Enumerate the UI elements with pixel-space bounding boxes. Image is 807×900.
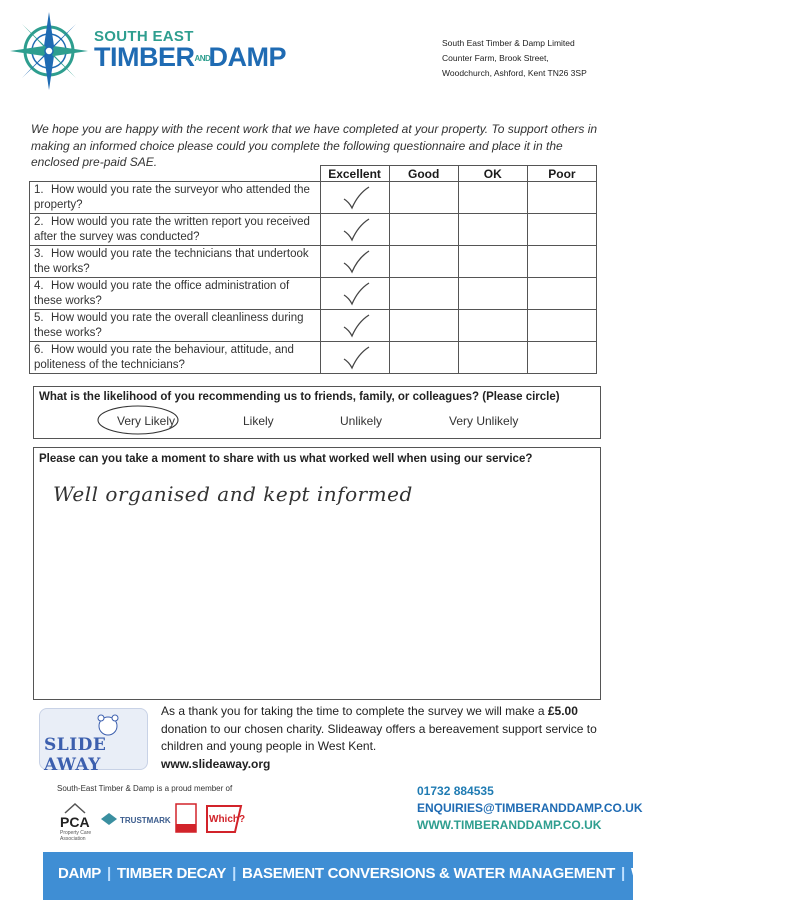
question-text: How would you rate the office administration of these works?	[34, 279, 290, 307]
footer-item-wood-boring: WOOD BORING INSECTS	[630, 865, 807, 882]
contact-block	[417, 783, 643, 834]
option-very-unlikely[interactable]: Very Unlikely	[449, 414, 519, 428]
trustmark-logo	[100, 802, 171, 838]
rating-cell-ok[interactable]	[458, 310, 527, 342]
slideaway-logo-text: SLIDE AWAY	[44, 735, 107, 775]
brand-tagline: SOUTH EAST	[94, 28, 194, 45]
rating-cell-ok[interactable]	[458, 246, 527, 278]
rating-cell-poor[interactable]	[527, 310, 596, 342]
rating-cell-good[interactable]	[389, 214, 458, 246]
footer-separator: |	[621, 865, 625, 882]
rating-cell-poor[interactable]	[527, 278, 596, 310]
footer-item-basement: BASEMENT CONVERSIONS & WATER MANAGEMENT	[241, 865, 616, 882]
rating-cell-poor[interactable]	[527, 182, 596, 214]
option-very-likely[interactable]: Very Likely	[117, 414, 176, 428]
which-logo	[205, 802, 246, 838]
donation-amount: £5.00	[547, 704, 578, 718]
question-number: 1.	[34, 183, 44, 196]
pca-logo-subtext: Property Care Association	[60, 830, 92, 842]
question-number: 3.	[34, 247, 44, 260]
charity-text-2: donation to our chosen charity. Slideaway offers a bereavement support service to children and young people in West Kent.	[161, 721, 597, 753]
question-text: How would you rate the written report you received after the survey was conducted?	[34, 215, 310, 243]
charity-website-link[interactable]: www.slideaway.org	[161, 756, 271, 771]
rating-cell-poor[interactable]	[527, 246, 596, 278]
handwritten-answer: Well organised and kept informed	[53, 482, 413, 506]
rating-cell-ok[interactable]	[458, 214, 527, 246]
question-cell	[30, 310, 321, 342]
charity-text	[161, 703, 601, 773]
rating-cell-excellent[interactable]	[320, 214, 389, 246]
rating-cell-good[interactable]	[389, 182, 458, 214]
rating-cell-poor[interactable]	[527, 214, 596, 246]
rating-cell-poor[interactable]	[527, 342, 596, 374]
house-icon	[64, 802, 86, 814]
column-header: Excellent	[320, 166, 389, 182]
company-address	[442, 36, 587, 81]
pca-logo-text: PCA	[60, 814, 90, 830]
rating-cell-good[interactable]	[389, 246, 458, 278]
check-mark-icon	[341, 313, 371, 339]
phone-number[interactable]: 01732 884535	[417, 784, 494, 798]
brand-name	[94, 42, 286, 72]
which-logo-text: Which?	[209, 814, 246, 825]
rating-cell-good[interactable]	[389, 310, 458, 342]
footer-separator: |	[232, 865, 236, 882]
likelihood-question: What is the likelihood of you recommending us to friends, family, or colleagues? (Please circle)	[39, 391, 560, 403]
bear-icon	[88, 713, 128, 737]
slideaway-logo	[39, 708, 148, 775]
address-line: South East Timber & Damp Limited	[442, 38, 575, 48]
question-cell	[30, 246, 321, 278]
table-row	[30, 246, 597, 278]
rating-cell-good[interactable]	[389, 342, 458, 374]
footer-item-timber-decay: TIMBER DECAY	[116, 865, 227, 882]
email-link[interactable]: ENQUIRIES@TIMBERANDDAMP.CO.UK	[417, 801, 643, 815]
membership-label: South-East Timber & Damp is a proud member of	[57, 784, 233, 793]
column-header: Poor	[527, 166, 596, 182]
check-mark-icon	[341, 345, 371, 371]
table-row	[30, 278, 597, 310]
check-mark-icon	[341, 217, 371, 243]
option-unlikely[interactable]: Unlikely	[340, 414, 383, 428]
rating-cell-ok[interactable]	[458, 278, 527, 310]
table-row	[30, 342, 597, 374]
table-row	[30, 214, 597, 246]
question-cell	[30, 214, 321, 246]
intro-text: We hope you are happy with the recent work that we have completed at your property. To support others in making an informed choice please could you complete the following questionnaire and place it in the enclosed pre-paid SAE.	[31, 122, 598, 169]
brand-name-left: TIMBER	[94, 42, 195, 72]
question-number: 4.	[34, 279, 44, 292]
brand-name-right: DAMP	[208, 42, 286, 72]
rating-cell-ok[interactable]	[458, 182, 527, 214]
question-cell	[30, 182, 321, 214]
rating-cell-ok[interactable]	[458, 342, 527, 374]
column-header: Good	[389, 166, 458, 182]
trading-standards-logo	[174, 802, 198, 838]
question-number: 2.	[34, 215, 44, 228]
trading-standards-icon	[174, 802, 198, 834]
comments-question: Please can you take a moment to share with us what worked well when using our service?	[39, 453, 533, 465]
question-cell	[30, 278, 321, 310]
column-header: OK	[458, 166, 527, 182]
question-text: How would you rate the surveyor who attended the property?	[34, 183, 310, 211]
website-link[interactable]: WWW.TIMBERANDDAMP.CO.UK	[417, 818, 602, 832]
question-text: How would you rate the behaviour, attitude, and politeness of the technicians?	[34, 343, 294, 371]
footer-item-damp: DAMP	[58, 865, 101, 882]
check-mark-icon	[341, 185, 371, 211]
questionnaire-table	[29, 165, 597, 374]
question-number: 6.	[34, 343, 44, 356]
table-row	[30, 182, 597, 214]
rating-cell-excellent[interactable]	[320, 182, 389, 214]
table-header-row	[30, 166, 597, 182]
brand-name-and: AND	[194, 53, 211, 63]
trustmark-icon	[100, 812, 118, 826]
check-mark-icon	[341, 281, 371, 307]
address-line: Woodchurch, Ashford, Kent TN26 3SP	[442, 68, 587, 78]
question-cell	[30, 342, 321, 374]
rating-cell-excellent[interactable]	[320, 342, 389, 374]
check-mark-icon	[341, 249, 371, 275]
rating-cell-excellent[interactable]	[320, 246, 389, 278]
charity-text-1: As a thank you for taking the time to complete the survey we will make a	[161, 704, 548, 718]
rating-cell-excellent[interactable]	[320, 310, 389, 342]
pca-logo	[58, 802, 96, 842]
address-line: Counter Farm, Brook Street,	[442, 53, 549, 63]
question-number: 5.	[34, 311, 44, 324]
rating-cell-excellent[interactable]	[320, 278, 389, 310]
rating-cell-good[interactable]	[389, 278, 458, 310]
table-row	[30, 310, 597, 342]
trustmark-logo-text: TRUSTMARK	[120, 816, 171, 825]
question-text: How would you rate the overall cleanliness during these works?	[34, 311, 304, 339]
compass-logo-icon	[8, 10, 90, 92]
question-text: How would you rate the technicians that undertook the works?	[34, 247, 309, 275]
table-header-blank	[30, 166, 321, 182]
footer-services	[58, 865, 807, 882]
footer-separator: |	[106, 865, 111, 882]
option-likely[interactable]: Likely	[243, 414, 274, 428]
